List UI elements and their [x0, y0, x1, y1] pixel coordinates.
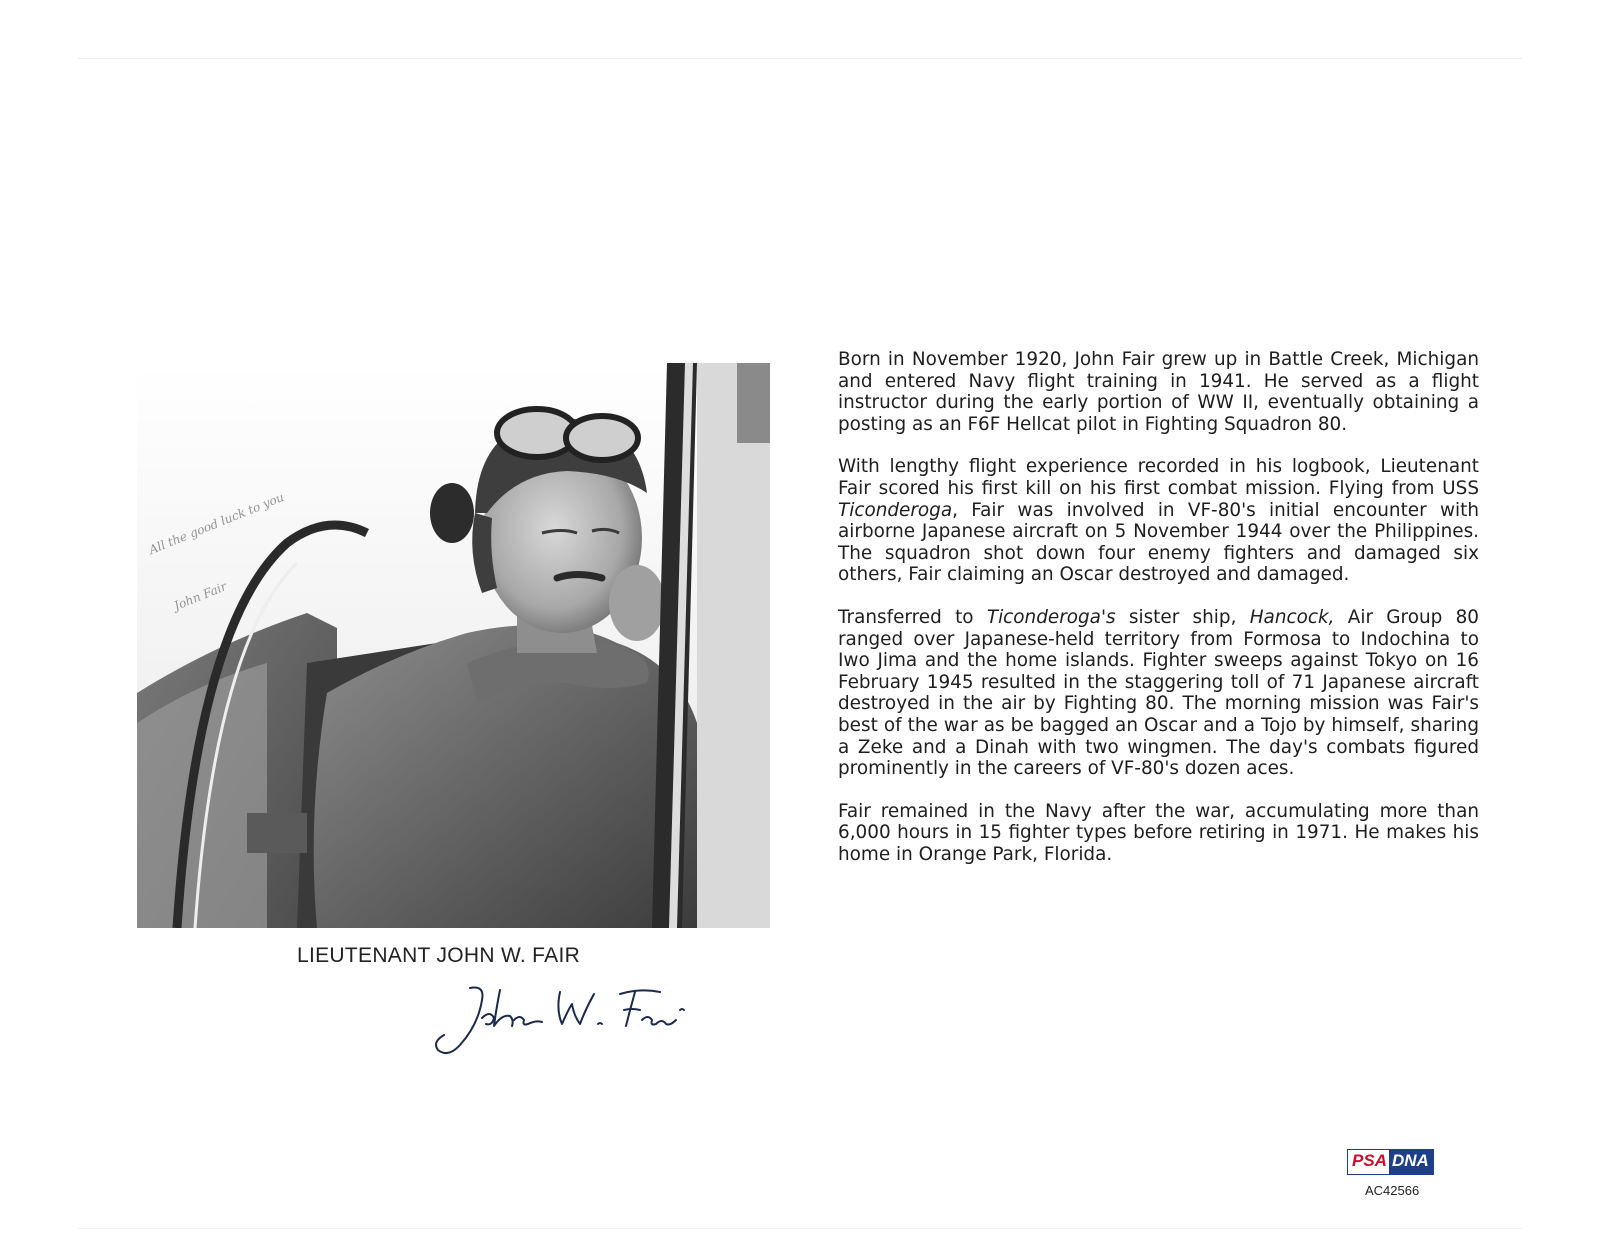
bio-paragraph-3-text-c: Air Group 80 ranged over Japanese-held territory from Formosa to Indochina to Iwo Jima and the home islands. Fighter sweeps against Tokyo on 16 February 1945 resulted in the staggering toll of 71 Japanese aircraft destroyed in the air by Fighting 80. The morning mission was Fair's best of the war as be bagged an Oscar and a Tojo by himself, sharing a Zeke and a Dinah with two wingmen. The day's combats figured prominently in the careers of VF-80's dozen aces. [838, 606, 1479, 780]
bio-paragraph-2 [838, 456, 1479, 586]
certificate-number: AC42566 [1365, 1183, 1420, 1198]
bio-paragraph-1 [838, 349, 1479, 435]
ship-name-hancock: Hancock, [1249, 606, 1335, 628]
bio-paragraph-2-text-a: With lengthy flight experience recorded in his logbook, Lieutenant Fair scored his first kill on his first combat mission. Flying from USS [838, 456, 1479, 499]
bio-paragraph-3-text-b: sister ship, [1115, 606, 1250, 628]
photo-inscription: All the good luck to you [147, 489, 286, 557]
bio-paragraph-3-text-a: Transferred to [838, 606, 987, 628]
pilot-photo-illustration [137, 363, 770, 928]
pilot-photo [137, 363, 770, 928]
dna-logo-text: DNA [1389, 1150, 1433, 1174]
photo-caption: LIEUTENANT JOHN W. FAIR [297, 944, 581, 967]
bio-paragraph-2-text-b: , Fair was involved in VF-80's initial encounter with airborne Japanese aircraft on 5 November 1944 over the Philippines. The squadron shot down four enemy fighters and damaged six others, Fair claiming an Oscar destroyed and damaged. [838, 499, 1479, 586]
bio-paragraph-4 [838, 801, 1479, 866]
biography [838, 349, 1479, 886]
bio-paragraph-3 [838, 607, 1479, 780]
bio-paragraph-1-text: Born in November 1920, John Fair grew up in Battle Creek, Michigan and entered Navy flight training in 1941. He served as a flight instructor during the early portion of WW II, eventually obtaining a posting as an F6F Hellcat pilot in Fighting Squadron 80. [838, 349, 1479, 435]
psa-dna-logo [1347, 1149, 1434, 1175]
bottom-edge-rule [78, 1228, 1522, 1229]
handwritten-signature [430, 980, 700, 1060]
top-edge-rule [78, 58, 1522, 59]
bio-paragraph-4-text: Fair remained in the Navy after the war, accumulating more than 6,000 hours in 15 fighter types before retiring in 1971. He makes his home in Orange Park, Florida. [838, 800, 1479, 865]
photo-inscription-signature: John Fair [172, 579, 229, 613]
ship-name-ticonderoga-possessive: Ticonderoga's [986, 606, 1116, 628]
psa-logo-text: PSA [1348, 1150, 1389, 1174]
ship-name-ticonderoga: Ticonderoga [838, 499, 953, 521]
